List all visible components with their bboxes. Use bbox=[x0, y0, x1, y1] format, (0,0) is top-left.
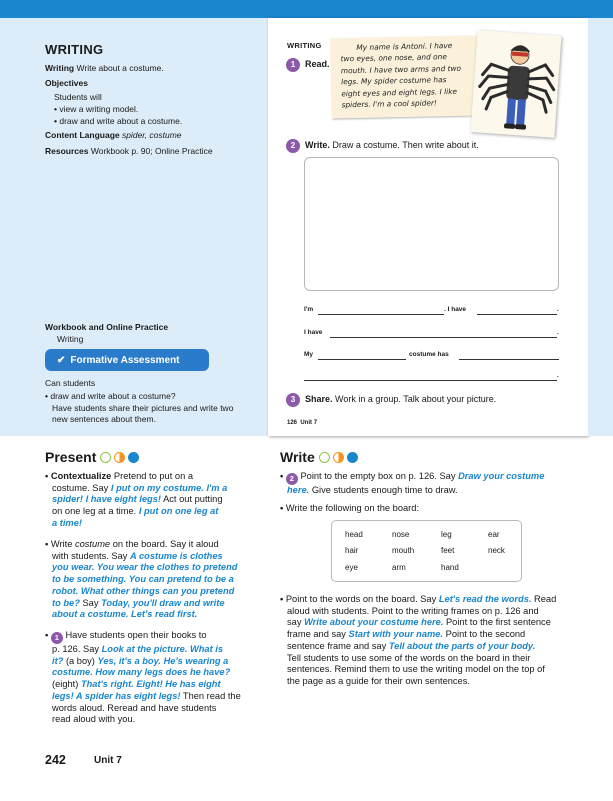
teacher-talk: a time! bbox=[52, 517, 82, 528]
bullet-icon: • bbox=[280, 503, 284, 513]
objective-text: view a writing model. bbox=[59, 104, 139, 114]
checkmark-icon: ✔ bbox=[57, 354, 66, 366]
workbook-value: Writing bbox=[57, 334, 84, 344]
frame-blank[interactable] bbox=[330, 337, 557, 338]
model-line: mouth. I have two arms and two bbox=[340, 63, 462, 76]
teacher-talk: Yes, it's a boy. He's wearing a bbox=[97, 655, 229, 666]
emphasis: costume bbox=[74, 539, 111, 549]
text: Say bbox=[79, 597, 102, 608]
model-line: legs. My spider costume has bbox=[340, 75, 447, 87]
model-line: spiders. I'm a cool spider! bbox=[341, 98, 438, 110]
frame-costume-has: costume has bbox=[409, 351, 449, 358]
objectives-label-text: Objectives bbox=[45, 78, 88, 88]
teacher-talk: Look at the picture. What is bbox=[101, 644, 224, 654]
workbook-label-text: Workbook and Online Practice bbox=[45, 322, 169, 332]
step1-label bbox=[305, 59, 330, 69]
board-word: head bbox=[345, 530, 363, 539]
writing-model-note bbox=[330, 35, 480, 118]
board-word: ear bbox=[488, 530, 500, 539]
objectives-label bbox=[45, 78, 88, 89]
formative-assessment-button[interactable] bbox=[45, 349, 209, 371]
teacher-talk: to be? bbox=[52, 597, 80, 608]
text: Then read the bbox=[180, 690, 241, 701]
student-page-footer bbox=[287, 420, 317, 426]
board-word: nose bbox=[392, 530, 410, 539]
present-heading bbox=[45, 449, 142, 465]
bullet-icon: • bbox=[45, 391, 48, 401]
board-word: neck bbox=[488, 546, 505, 555]
teacher-talk: Let's read the words. bbox=[438, 594, 532, 604]
can-students: Can students bbox=[45, 378, 96, 388]
bullet-icon: • bbox=[45, 539, 49, 549]
teacher-talk: to be something. You can pretend to be a bbox=[52, 574, 234, 585]
teacher-talk: Start with your name. bbox=[348, 629, 444, 640]
text: on the board. Say it aloud bbox=[110, 539, 219, 549]
text: the page as a guide for their own sentences. bbox=[287, 675, 470, 686]
objective-item bbox=[54, 116, 182, 127]
keyword: Contextualize bbox=[50, 471, 112, 481]
step-number-badge: 1 bbox=[286, 58, 300, 72]
teacher-talk: Today, you'll draw and write bbox=[101, 597, 225, 608]
text: with students. Say bbox=[52, 550, 131, 561]
assessment-item bbox=[45, 391, 176, 402]
board-word: hair bbox=[345, 546, 359, 555]
text: Write the following on the board: bbox=[285, 503, 420, 513]
frame-blank-name[interactable] bbox=[318, 314, 444, 315]
open-circle-icon bbox=[100, 452, 111, 463]
resources-value: Workbook p. 90; Online Practice bbox=[90, 146, 213, 156]
teacher-talk: legs! A spider has eight legs! bbox=[52, 690, 181, 701]
board-word: eye bbox=[345, 563, 358, 572]
board-word: hand bbox=[441, 563, 459, 572]
board-word: mouth bbox=[392, 546, 415, 555]
resources-row bbox=[45, 146, 213, 157]
teacher-talk: I put on one leg at bbox=[138, 506, 219, 517]
board-word: leg bbox=[441, 530, 452, 539]
page-number: 242 bbox=[45, 753, 66, 767]
write-paragraph-3 bbox=[280, 594, 556, 688]
step-number-badge: 2 bbox=[286, 473, 298, 485]
teacher-talk: A costume is clothes bbox=[130, 550, 223, 561]
level-dots bbox=[319, 452, 361, 463]
text: p. 126. Say bbox=[52, 644, 102, 654]
text: sentences. Remind them to use the writing model on the top of bbox=[287, 664, 545, 675]
step-number-badge: 3 bbox=[286, 393, 300, 407]
write-paragraph-2 bbox=[280, 503, 419, 515]
step2-text: Draw a costume. Then write about it. bbox=[332, 140, 479, 150]
unit-label: Unit 7 bbox=[94, 755, 122, 766]
frame-blank[interactable] bbox=[477, 314, 557, 315]
present-title: Present bbox=[45, 449, 97, 465]
frame-blank[interactable] bbox=[459, 359, 559, 360]
spider-costume-drawing bbox=[471, 30, 562, 138]
content-language-label: Content Language bbox=[45, 130, 120, 140]
teacher-talk: here. bbox=[287, 485, 310, 495]
frame-period: . bbox=[557, 306, 559, 313]
text: Point to the first sentence bbox=[443, 617, 551, 628]
writing-row bbox=[45, 63, 164, 74]
writing-label: Writing bbox=[45, 63, 75, 73]
frame-i-have: I have bbox=[304, 329, 323, 336]
text: Pretend to put on a bbox=[113, 471, 193, 481]
level-dots bbox=[100, 452, 142, 463]
frame-i-have: . I have bbox=[444, 306, 467, 313]
assessment-note: Have students share their pictures and write two bbox=[52, 403, 234, 413]
text: costume. Say bbox=[52, 482, 111, 493]
text: Point to the words on the board. Say bbox=[285, 594, 439, 604]
top-banner bbox=[0, 0, 613, 18]
text: Act out putting bbox=[161, 494, 223, 505]
bullet-icon: • bbox=[280, 471, 284, 481]
assessment-note: new sentences about them. bbox=[52, 414, 156, 424]
teacher-talk: about a costume. Let's read first. bbox=[52, 609, 198, 620]
teacher-talk: it? bbox=[52, 655, 64, 666]
text: Point to the second bbox=[443, 629, 526, 640]
bullet-icon: • bbox=[54, 104, 57, 114]
teacher-talk: Write about your costume here. bbox=[304, 617, 444, 628]
full-circle-icon bbox=[128, 452, 139, 463]
text: Read bbox=[531, 594, 557, 604]
frame-blank[interactable] bbox=[318, 359, 406, 360]
teacher-talk: Draw your costume bbox=[458, 471, 545, 481]
text: Tell students to use some of the words on the board in their bbox=[287, 652, 531, 663]
text: sentence frame and say bbox=[287, 640, 389, 651]
teacher-talk: you wear. You wear the clothes to pretend bbox=[52, 562, 238, 573]
teacher-talk: spider! I have eight legs! bbox=[52, 494, 162, 505]
step-number-badge: 2 bbox=[286, 139, 300, 153]
present-paragraph-3 bbox=[45, 630, 241, 726]
step1-label-text: Read. bbox=[305, 59, 330, 69]
frame-period: . bbox=[557, 372, 559, 379]
teacher-talk: robot. What other things can you pretend bbox=[52, 585, 235, 596]
teacher-talk: That's right. Eight! He has eight bbox=[80, 679, 221, 690]
bullet-icon: • bbox=[45, 630, 49, 640]
formative-assessment-label: Formative Assessment bbox=[70, 354, 180, 366]
bullet-icon: • bbox=[45, 471, 49, 481]
board-word: arm bbox=[392, 563, 406, 572]
step3-label: Share. bbox=[305, 394, 333, 404]
text: Point to the empty box on p. 126. Say bbox=[300, 471, 459, 481]
board-word: feet bbox=[441, 546, 455, 555]
content-language-value: spider, costume bbox=[121, 130, 182, 140]
student-page-unit: Unit 7 bbox=[300, 420, 318, 426]
writing-value: Write about a costume. bbox=[76, 63, 164, 73]
write-paragraph-1 bbox=[280, 471, 544, 497]
model-line: two eyes, one nose, and one bbox=[340, 52, 447, 64]
right-margin-strip bbox=[588, 18, 613, 436]
half-circle-icon bbox=[333, 452, 344, 463]
open-circle-icon bbox=[319, 452, 330, 463]
teacher-talk: I put on my costume. I'm a bbox=[110, 482, 228, 493]
frame-period: . bbox=[557, 329, 559, 336]
step2-label: Write. bbox=[305, 140, 330, 150]
text: words aloud. Reread and have students bbox=[52, 702, 217, 713]
text: on one leg at a time. bbox=[52, 506, 139, 517]
half-circle-icon bbox=[114, 452, 125, 463]
student-page-number: 126 bbox=[287, 420, 298, 426]
text: frame and say bbox=[287, 629, 349, 640]
step3-text: Work in a group. Talk about your picture. bbox=[335, 394, 497, 404]
spider-boy-illustration bbox=[471, 30, 562, 138]
step-number-badge: 1 bbox=[51, 632, 63, 644]
text: aloud with students. Point to the writing frames on p. 126 and bbox=[287, 605, 539, 616]
text: say bbox=[287, 617, 305, 628]
write-heading bbox=[280, 449, 361, 465]
frame-im: I'm bbox=[304, 306, 314, 313]
write-title: Write bbox=[280, 449, 315, 465]
model-line: My name is Antoni. I have bbox=[356, 41, 453, 53]
text: read aloud with you. bbox=[52, 714, 136, 725]
text: (eight) bbox=[52, 679, 81, 690]
teacher-talk: Tell about the parts of your body. bbox=[388, 640, 536, 651]
teacher-notes-panel bbox=[0, 18, 268, 436]
text: Give students enough time to draw. bbox=[309, 485, 458, 495]
full-circle-icon bbox=[347, 452, 358, 463]
present-paragraph-1 bbox=[45, 471, 227, 530]
text: Have students open their books to bbox=[65, 630, 207, 640]
board-word-box bbox=[331, 520, 522, 582]
bullet-icon: • bbox=[54, 116, 57, 126]
objective-text: draw and write about a costume. bbox=[59, 116, 183, 126]
bullet-icon: • bbox=[280, 594, 284, 604]
teacher-talk: costume. How many legs does he have? bbox=[52, 667, 231, 678]
text: Write bbox=[50, 539, 75, 549]
lesson-title: WRITING bbox=[45, 42, 104, 57]
students-will: Students will bbox=[54, 92, 102, 102]
text: (a boy) bbox=[63, 655, 98, 666]
model-line: eight eyes and eight legs. I like bbox=[341, 86, 458, 98]
assessment-item-text: draw and write about a costume? bbox=[50, 391, 176, 401]
workbook-label bbox=[45, 322, 168, 333]
content-language-row bbox=[45, 130, 182, 141]
present-paragraph-2 bbox=[45, 539, 237, 621]
step2-instruction bbox=[305, 140, 479, 150]
frame-my: My bbox=[304, 351, 314, 358]
frame-blank[interactable] bbox=[304, 380, 557, 381]
step3-instruction bbox=[305, 394, 496, 404]
objective-item bbox=[54, 104, 138, 115]
resources-label: Resources bbox=[45, 146, 89, 156]
drawing-area-box[interactable] bbox=[304, 157, 559, 291]
student-page-header: WRITING bbox=[287, 41, 322, 50]
